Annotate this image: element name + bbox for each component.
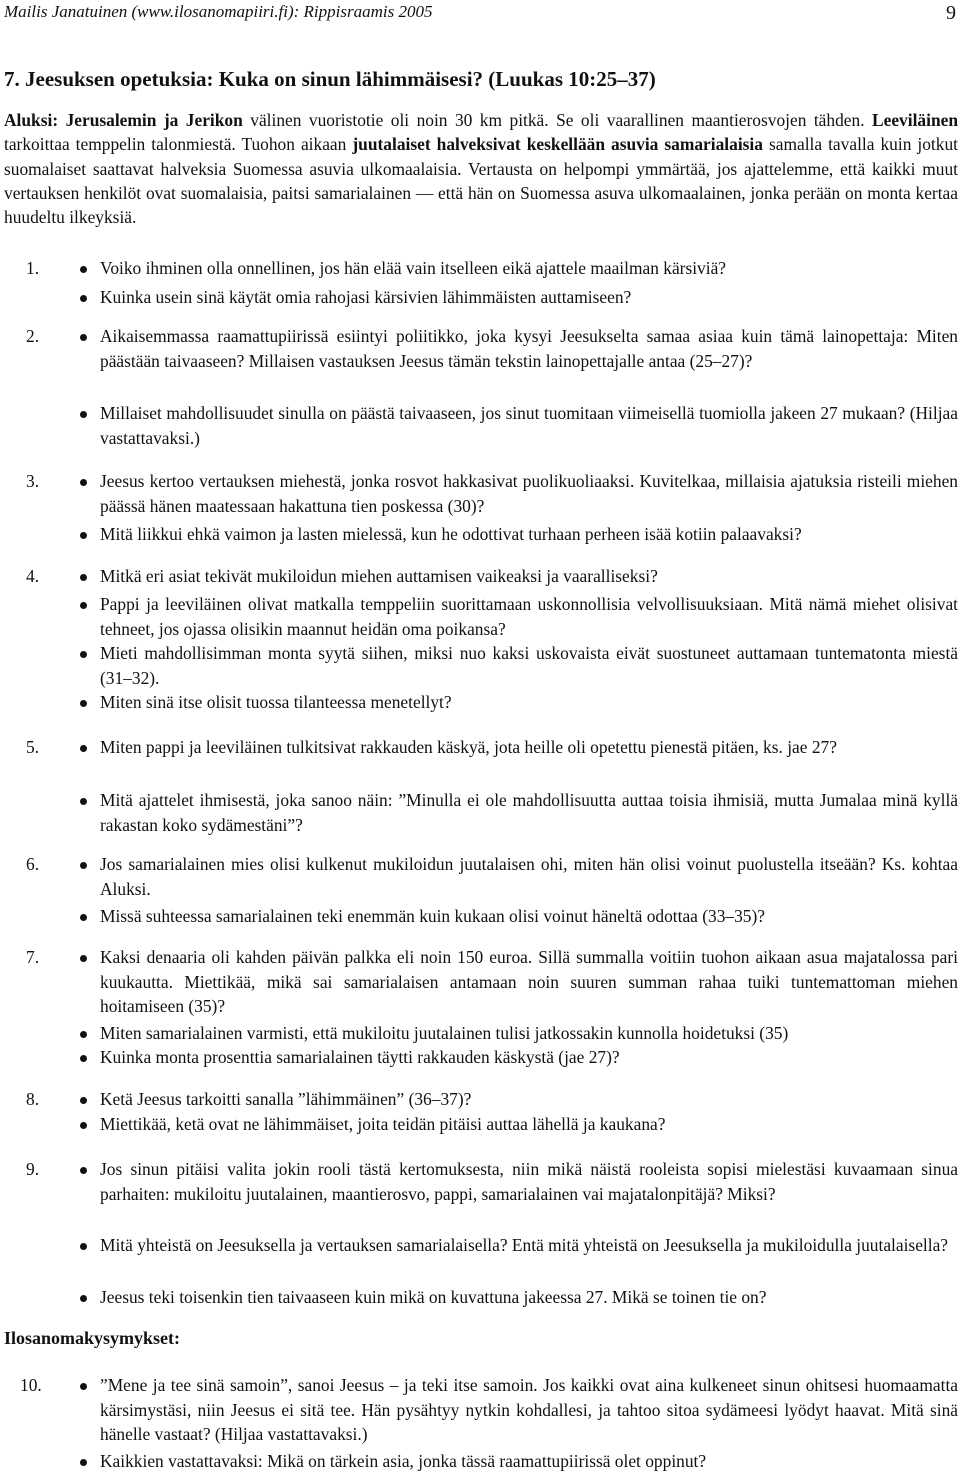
bullet-icon bbox=[80, 602, 87, 609]
page-number: 9 bbox=[946, 2, 956, 24]
question-number: 4. bbox=[26, 566, 40, 586]
question-text: Missä suhteessa samarialainen teki enemmän kuin kukaan olisi voinut häneltä odottaa (33–35)? bbox=[100, 906, 766, 926]
bullet-icon bbox=[80, 334, 87, 341]
source-line: Mailis Janatuinen (www.ilosanomapiiri.fi): Rippisraamis 2005 bbox=[4, 2, 433, 21]
question-text: Miettikää, ketä ovat ne lähimmäiset, joita teidän pitäisi auttaa lähellä ja kaukana? bbox=[100, 1114, 666, 1134]
question-text: ”Mene ja tee sinä samoin”, sanoi Jeesus – ja teki itse samoin. Jos kaikki ovat aina kulkeneet sinun ohitsesi huomaamatta kärsimystäsi, niin Jeesus ei sitä tee. Hän pysähtyy nytkin kohdallesi, ja tahtoo sitoa sydämeesi lyödyt haavat. Mitä sinä hänelle vastaat? (Hiljaa vastattavaksi.) bbox=[100, 1375, 958, 1444]
question-number: 8. bbox=[26, 1089, 40, 1109]
bullet-icon bbox=[80, 1097, 87, 1104]
question-text: Mitkä eri asiat tekivät mukiloidun miehen auttamisen vaikeaksi ja vaaralliseksi? bbox=[100, 566, 658, 586]
question-text: Miten sinä itse olisit tuossa tilanteessa menetellyt? bbox=[100, 692, 452, 712]
bullet-icon bbox=[80, 955, 87, 962]
bullet-icon bbox=[80, 1167, 87, 1174]
page-header bbox=[4, 2, 956, 26]
bullet-icon bbox=[80, 1243, 87, 1250]
bullet-icon bbox=[80, 266, 87, 273]
section-title: 7. Jeesuksen opetuksia: Kuka on sinun lähimmäisesi? (Luukas 10:25–37) bbox=[4, 67, 656, 91]
bullet-icon bbox=[80, 1383, 87, 1390]
question-number: 5. bbox=[26, 737, 40, 757]
question-text: Jeesus teki toisenkin tien taivaaseen kuin mikä on kuvattuna jakeessa 27. Mikä se toinen tie on? bbox=[100, 1287, 767, 1307]
question-text: Aikaisemmassa raamattupiirissä esiintyi poliitikko, joka kysyi Jeesukselta samaa asiaa kuin tämä lainopettaja: Miten päästään taivaaseen? Millaisen vastauksen Jeesus tämän tekstin lainopettajalle antaa (25–27)? bbox=[100, 326, 958, 371]
intro-bold-3: juutalaiset halveksivat keskellään asuvia samarialaisia bbox=[352, 134, 763, 155]
question-number: 10. bbox=[20, 1375, 42, 1395]
ilosanoma-heading: Ilosanomakysymykset: bbox=[4, 1328, 181, 1348]
question-text: Pappi ja leeviläinen olivat matkalla temppeliin suorittamaan uskonnollisia velvollisuuksiaan. Mitä nämä miehet olisivat tehneet, jos ojassa olisikin maannut heidän oma poikansa? bbox=[100, 594, 958, 639]
question-number: 3. bbox=[26, 471, 40, 491]
intro-bold-2: Leeviläinen bbox=[872, 110, 959, 130]
intro-paragraph bbox=[4, 108, 958, 229]
question-text: Mieti mahdollisimman monta syytä siihen, miksi nuo kaksi uskovaista eivät suostuneet auttamaan tuntematonta miestä (31–32). bbox=[100, 643, 958, 688]
bullet-icon bbox=[80, 532, 87, 539]
bullet-icon bbox=[80, 1055, 87, 1062]
question-text: Millaiset mahdollisuudet sinulla on päästä taivaaseen, jos sinut tuomitaan viimeisellä tuomiolla jakeen 27 mukaan? (Hiljaa vastattavaksi.) bbox=[100, 403, 958, 448]
intro-text-3: samalla tavalla kuin jotkut suomalaiset saattavat halveksia Suomessa asuvia ulkomaalaisia. Vertausta on helpompi ymmärtää, jos ajattelemme, että kaikki muut vertauksen henkilöt ovat suomalaisia, paitsi samarialainen — että hän on Suomessa asuva ulkomaalainen, jonka perään on monta kertaa huudeltu ilkeyksiä. bbox=[4, 134, 958, 228]
bullet-icon bbox=[80, 411, 87, 418]
bullet-icon bbox=[80, 479, 87, 486]
question-number: 9. bbox=[26, 1159, 40, 1179]
question-text: Kaikkien vastattavaksi: Mikä on tärkein asia, jonka tässä raamattupiirissä olet oppinut? bbox=[100, 1451, 707, 1471]
bullet-icon bbox=[80, 295, 87, 302]
intro-text-1: välinen vuoristotie oli noin 30 km pitkä. Se oli vaarallinen maantierosvojen tähden. bbox=[242, 110, 873, 130]
bullet-icon bbox=[80, 574, 87, 581]
bullet-icon bbox=[80, 914, 87, 921]
question-text: Miten pappi ja leeviläinen tulkitsivat rakkauden käskyä, jota heille oli opetettu pienestä pitäen, ks. jae 27? bbox=[100, 737, 837, 757]
question-text: Kaksi denaaria oli kahden päivän palkka eli noin 150 euroa. Sillä summalla voitiin tuohon aikaan asua majatalossa pari kuukautta. Miettikää, mikä sai samarialaisen antamaan noin suuren summan rahaa tuiki tuntemattoman miehen hoitamiseen (35)? bbox=[100, 947, 958, 1016]
bullet-icon bbox=[80, 1122, 87, 1129]
question-number: 7. bbox=[26, 947, 40, 967]
question-number: 2. bbox=[26, 326, 40, 346]
question-number: 1. bbox=[26, 258, 40, 278]
question-text: Mitä yhteistä on Jeesuksella ja vertauksen samarialaisella? Entä mitä yhteistä on Jeesuksella ja mukiloidulla juutalaisella? bbox=[100, 1235, 949, 1255]
question-number: 6. bbox=[26, 854, 40, 874]
bullet-icon bbox=[80, 1459, 87, 1466]
question-text: Kuinka monta prosenttia samarialainen täytti rakkauden käskystä (jae 27)? bbox=[100, 1047, 620, 1067]
question-text: Jos sinun pitäisi valita jokin rooli tästä kertomuksesta, niin mikä näistä rooleista sopisi mielestäsi kuvaamaan sinua parhaiten: mukiloitu juutalainen, maantierosvo, pappi, samarialainen vai majatalonpitäjä? Miksi? bbox=[100, 1159, 958, 1204]
bullet-icon bbox=[80, 1031, 87, 1038]
bullet-icon bbox=[80, 651, 87, 658]
question-text: Jos samarialainen mies olisi kulkenut mukiloidun juutalaisen ohi, miten hän olisi voinut puolustella itseään? Ks. kohtaa Aluksi. bbox=[100, 854, 958, 899]
bullet-icon bbox=[80, 1295, 87, 1302]
bullet-icon bbox=[80, 745, 87, 752]
question-text: Jeesus kertoo vertauksen miehestä, jonka rosvot hakkasivat puolikuoliaaksi. Kuvitelkaa, millaisia ajatuksia risteili miehen päässä hänen maatessaan hakattuna tien poskessa (30)? bbox=[100, 471, 958, 516]
question-text: Voiko ihminen olla onnellinen, jos hän elää vain itselleen eikä ajattele maailman kärsiviä? bbox=[100, 258, 727, 278]
question-text: Ketä Jeesus tarkoitti sanalla ”lähimmäinen” (36–37)? bbox=[100, 1089, 472, 1109]
intro-text-2: tarkoittaa temppelin talonmiestä. Tuohon aikaan bbox=[4, 134, 353, 155]
question-text: Mitä liikkui ehkä vaimon ja lasten mielessä, kun he odottivat turhaan perheen isää kotiin palaavaksi? bbox=[100, 524, 802, 544]
bullet-icon bbox=[80, 862, 87, 869]
bullet-icon bbox=[80, 700, 87, 707]
question-text: Kuinka usein sinä käytät omia rahojasi kärsivien lähimmäisten auttamiseen? bbox=[100, 287, 632, 307]
intro-bold-1: Aluksi: Jerusalemin ja Jerikon bbox=[4, 110, 243, 130]
bullet-icon bbox=[80, 798, 87, 805]
question-text: Mitä ajattelet ihmisestä, joka sanoo näin: ”Minulla ei ole mahdollisuutta auttaa toisia ihmisiä, mutta Jumalaa minä kyllä rakastan koko sydämestäni”? bbox=[100, 790, 958, 835]
question-text: Miten samarialainen varmisti, että mukiloitu juutalainen tulisi jatkossakin kunnolla hoidetuksi (35) bbox=[100, 1023, 789, 1043]
